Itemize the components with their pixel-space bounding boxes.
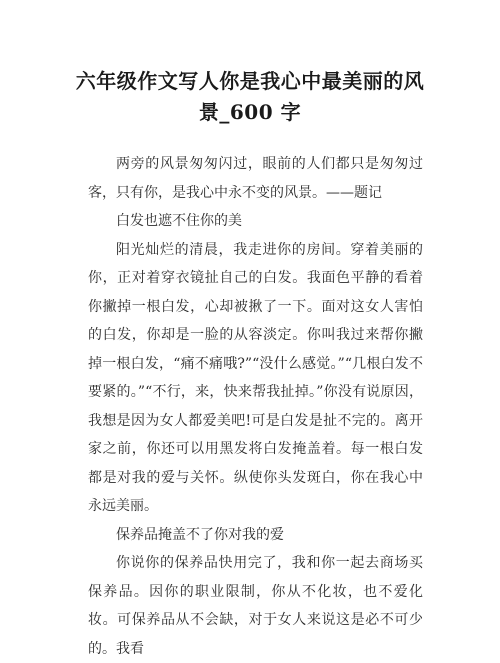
document-title [70, 66, 430, 128]
body-paragraph: 阳光灿烂的清晨，我走进你的房间。穿着美丽的你，正对着穿衣镜扯自己的白发。我面色平静的看着你撇掉一根白发，心却被揪了一下。面对这女人害怕的白发，你却是一脸的从容淡定。你叫我过来帮你撇掉一根白发，“痛不痛哦?”“没什么感觉。”“几根白发不要紧的。”“不行，来，快来帮我扯掉。”你没有说原因，我想是因为女人都爱美吧!可是白发是扯不完的。离开家之前，你还可以用黑发将白发掩盖着。每一根白发都是对我的爱与关怀。纵使你头发斑白，你在我心中永远美丽。 [88, 241, 423, 514]
section-heading-skincare: 保养品掩盖不了你对我的爱 [116, 526, 284, 543]
epigraph-paragraph: 两旁的风景匆匆闪过，眼前的人们都只是匆匆过客，只有你，是我心中永不变的风景。——题记 [88, 156, 423, 201]
title-line-2: 景_600 字 [198, 100, 302, 124]
section-heading-white-hair: 白发也遮不住你的美 [116, 213, 242, 229]
body-paragraph: 你说你的保养品快用完了，我和你一起去商场买保养品。因你的职业限制，你从不化妆，也不爱化妆。可保养品从不会缺，对于女人来说这是必不可少的。我看 [88, 555, 423, 657]
title-line-1: 六年级作文写人你是我心中最美丽的风 [75, 69, 425, 93]
document-body [88, 150, 423, 663]
